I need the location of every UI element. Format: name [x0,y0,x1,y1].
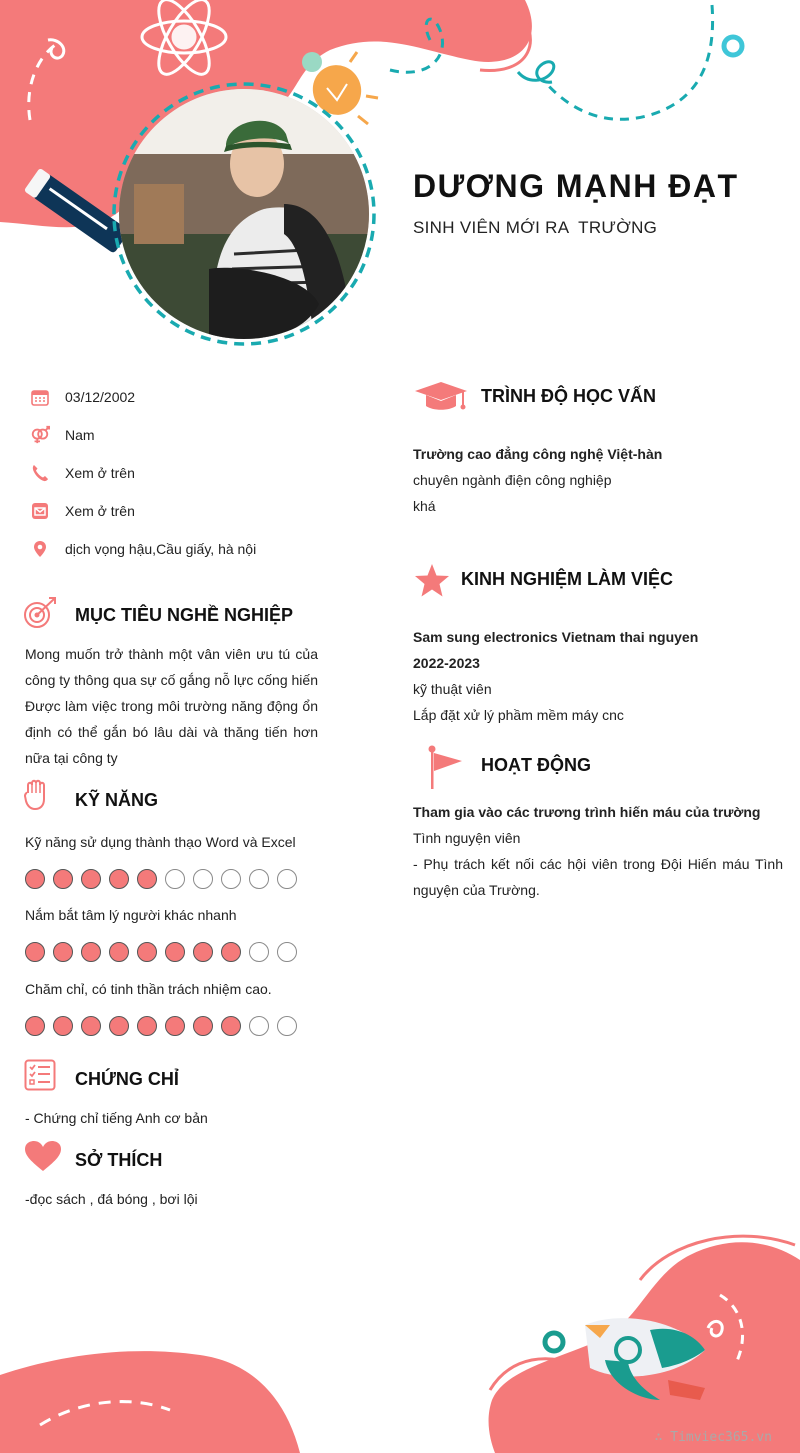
rating-dot-empty [249,942,269,962]
hobbies-title: SỞ THÍCH [75,1150,163,1170]
graduation-cap-icon [413,380,469,419]
objective-line: nữa tại công ty [25,750,118,766]
flag-icon [422,745,464,796]
info-phone [30,461,135,485]
info-address [30,537,256,561]
rating-dot-filled [53,869,73,889]
target-icon [22,596,58,635]
rating-dot-filled [53,942,73,962]
education-grade: khá [413,498,436,514]
rating-dot-empty [277,942,297,962]
rating-dot-filled [193,942,213,962]
rating-dot-filled [137,942,157,962]
experience-period: 2022-2023 [413,655,480,671]
rating-dot-empty [249,1016,269,1036]
gender-text: Nam [65,427,95,443]
activity-name: Tham gia vào các trương trình hiến máu của trường [413,804,761,820]
objective-line: công ty thông qua sự cố gắng nỗ lực cống hiến [25,672,318,688]
experience-role: kỹ thuật viên [413,681,492,697]
skill-rating [25,869,297,889]
skill-rating [25,1016,297,1036]
address-text: dịch vọng hậu,Cầu giấy, hà nội [65,541,257,557]
objective-title: MỤC TIÊU NGHỀ NGHIỆP [75,605,294,625]
experience-company: Sam sung electronics Vietnam thai nguyen [413,629,699,645]
objective-line: Mong muốn trở thành một vân viên ưu tú của [25,646,318,662]
phone-text: Xem ở trên [65,465,135,481]
rating-dot-empty [249,869,269,889]
location-icon [30,539,50,559]
watermark: ∴ Timviec365.vn [654,1430,772,1445]
activities-details [413,799,783,903]
skill-name: Kỹ năng sử dụng thành thạo Word và Excel [25,834,296,850]
info-email [30,499,135,523]
activities-title: HOẠT ĐỘNG [481,755,591,775]
certificates-text: - Chứng chỉ tiếng Anh cơ bản [25,1110,208,1126]
objective-text [25,641,318,771]
rating-dot-empty [165,869,185,889]
rating-dot-empty [221,869,241,889]
skill-name: Chăm chỉ, có tinh thần trách nhiệm cao. [25,981,272,997]
rating-dot-filled [137,869,157,889]
rating-dot-filled [165,1016,185,1036]
calendar-icon [30,387,50,407]
info-birthday [30,385,135,409]
phone-icon [30,463,50,483]
rating-dot-filled [165,942,185,962]
objective-line: Được làm việc trong môi trường năng động ổn [25,698,318,714]
birthday-text: 03/12/2002 [65,389,136,405]
certificates-title: CHỨNG CHỈ [75,1069,179,1089]
rating-dot-filled [109,869,129,889]
rating-dot-filled [109,1016,129,1036]
rating-dot-filled [53,1016,73,1036]
rating-dot-empty [193,869,213,889]
email-icon [30,501,50,521]
gender-icon [30,425,50,445]
rating-dot-empty [277,869,297,889]
rating-dot-filled [81,942,101,962]
objective-line: định có thể gắn bó lâu dài và thăng tiến hơn [25,724,318,740]
rating-dot-filled [221,942,241,962]
star-icon [414,563,450,603]
hobbies-text: -đọc sách , đá bóng , bơi lội [25,1191,198,1207]
education-major: chuyên ngành điện công nghiệp [413,472,612,488]
candidate-name: DƯƠNG MẠNH ĐẠT [413,168,739,204]
education-title: TRÌNH ĐỘ HỌC VẤN [481,386,656,406]
rating-dot-filled [25,1016,45,1036]
experience-title: KINH NGHIỆM LÀM VIỆC [461,569,674,589]
experience-description: Lắp đặt xử lý phầm mềm máy cnc [413,707,624,723]
hand-icon [24,779,48,816]
rating-dot-filled [109,942,129,962]
skill-rating [25,942,297,962]
rating-dot-filled [25,869,45,889]
rating-dot-filled [81,869,101,889]
avatar [114,84,374,344]
rating-dot-filled [221,1016,241,1036]
rating-dot-filled [137,1016,157,1036]
heart-icon [24,1140,62,1177]
rating-dot-empty [277,1016,297,1036]
education-details [413,441,783,519]
rating-dot-filled [81,1016,101,1036]
info-gender [30,423,95,447]
checklist-icon [24,1059,56,1096]
education-school: Trường cao đẳng công nghệ Việt-hàn [413,446,663,462]
rating-dot-filled [193,1016,213,1036]
skill-name: Nắm bắt tâm lý người khác nhanh [25,907,237,923]
experience-details [413,624,783,728]
activity-role: Tình nguyện viên [413,830,521,846]
rating-dot-filled [25,942,45,962]
bottom-left-blob [0,1351,300,1453]
activity-description-line: - Phụ trách kết nối các hội viên trong Đội Hiến máu Tình [413,856,783,872]
email-text: Xem ở trên [65,503,135,519]
activity-description-line: nguyện của Trường. [413,882,540,898]
skills-title: KỸ NĂNG [75,790,159,810]
candidate-position: SINH VIÊN MỚI RA TRƯỜNG [413,218,658,237]
